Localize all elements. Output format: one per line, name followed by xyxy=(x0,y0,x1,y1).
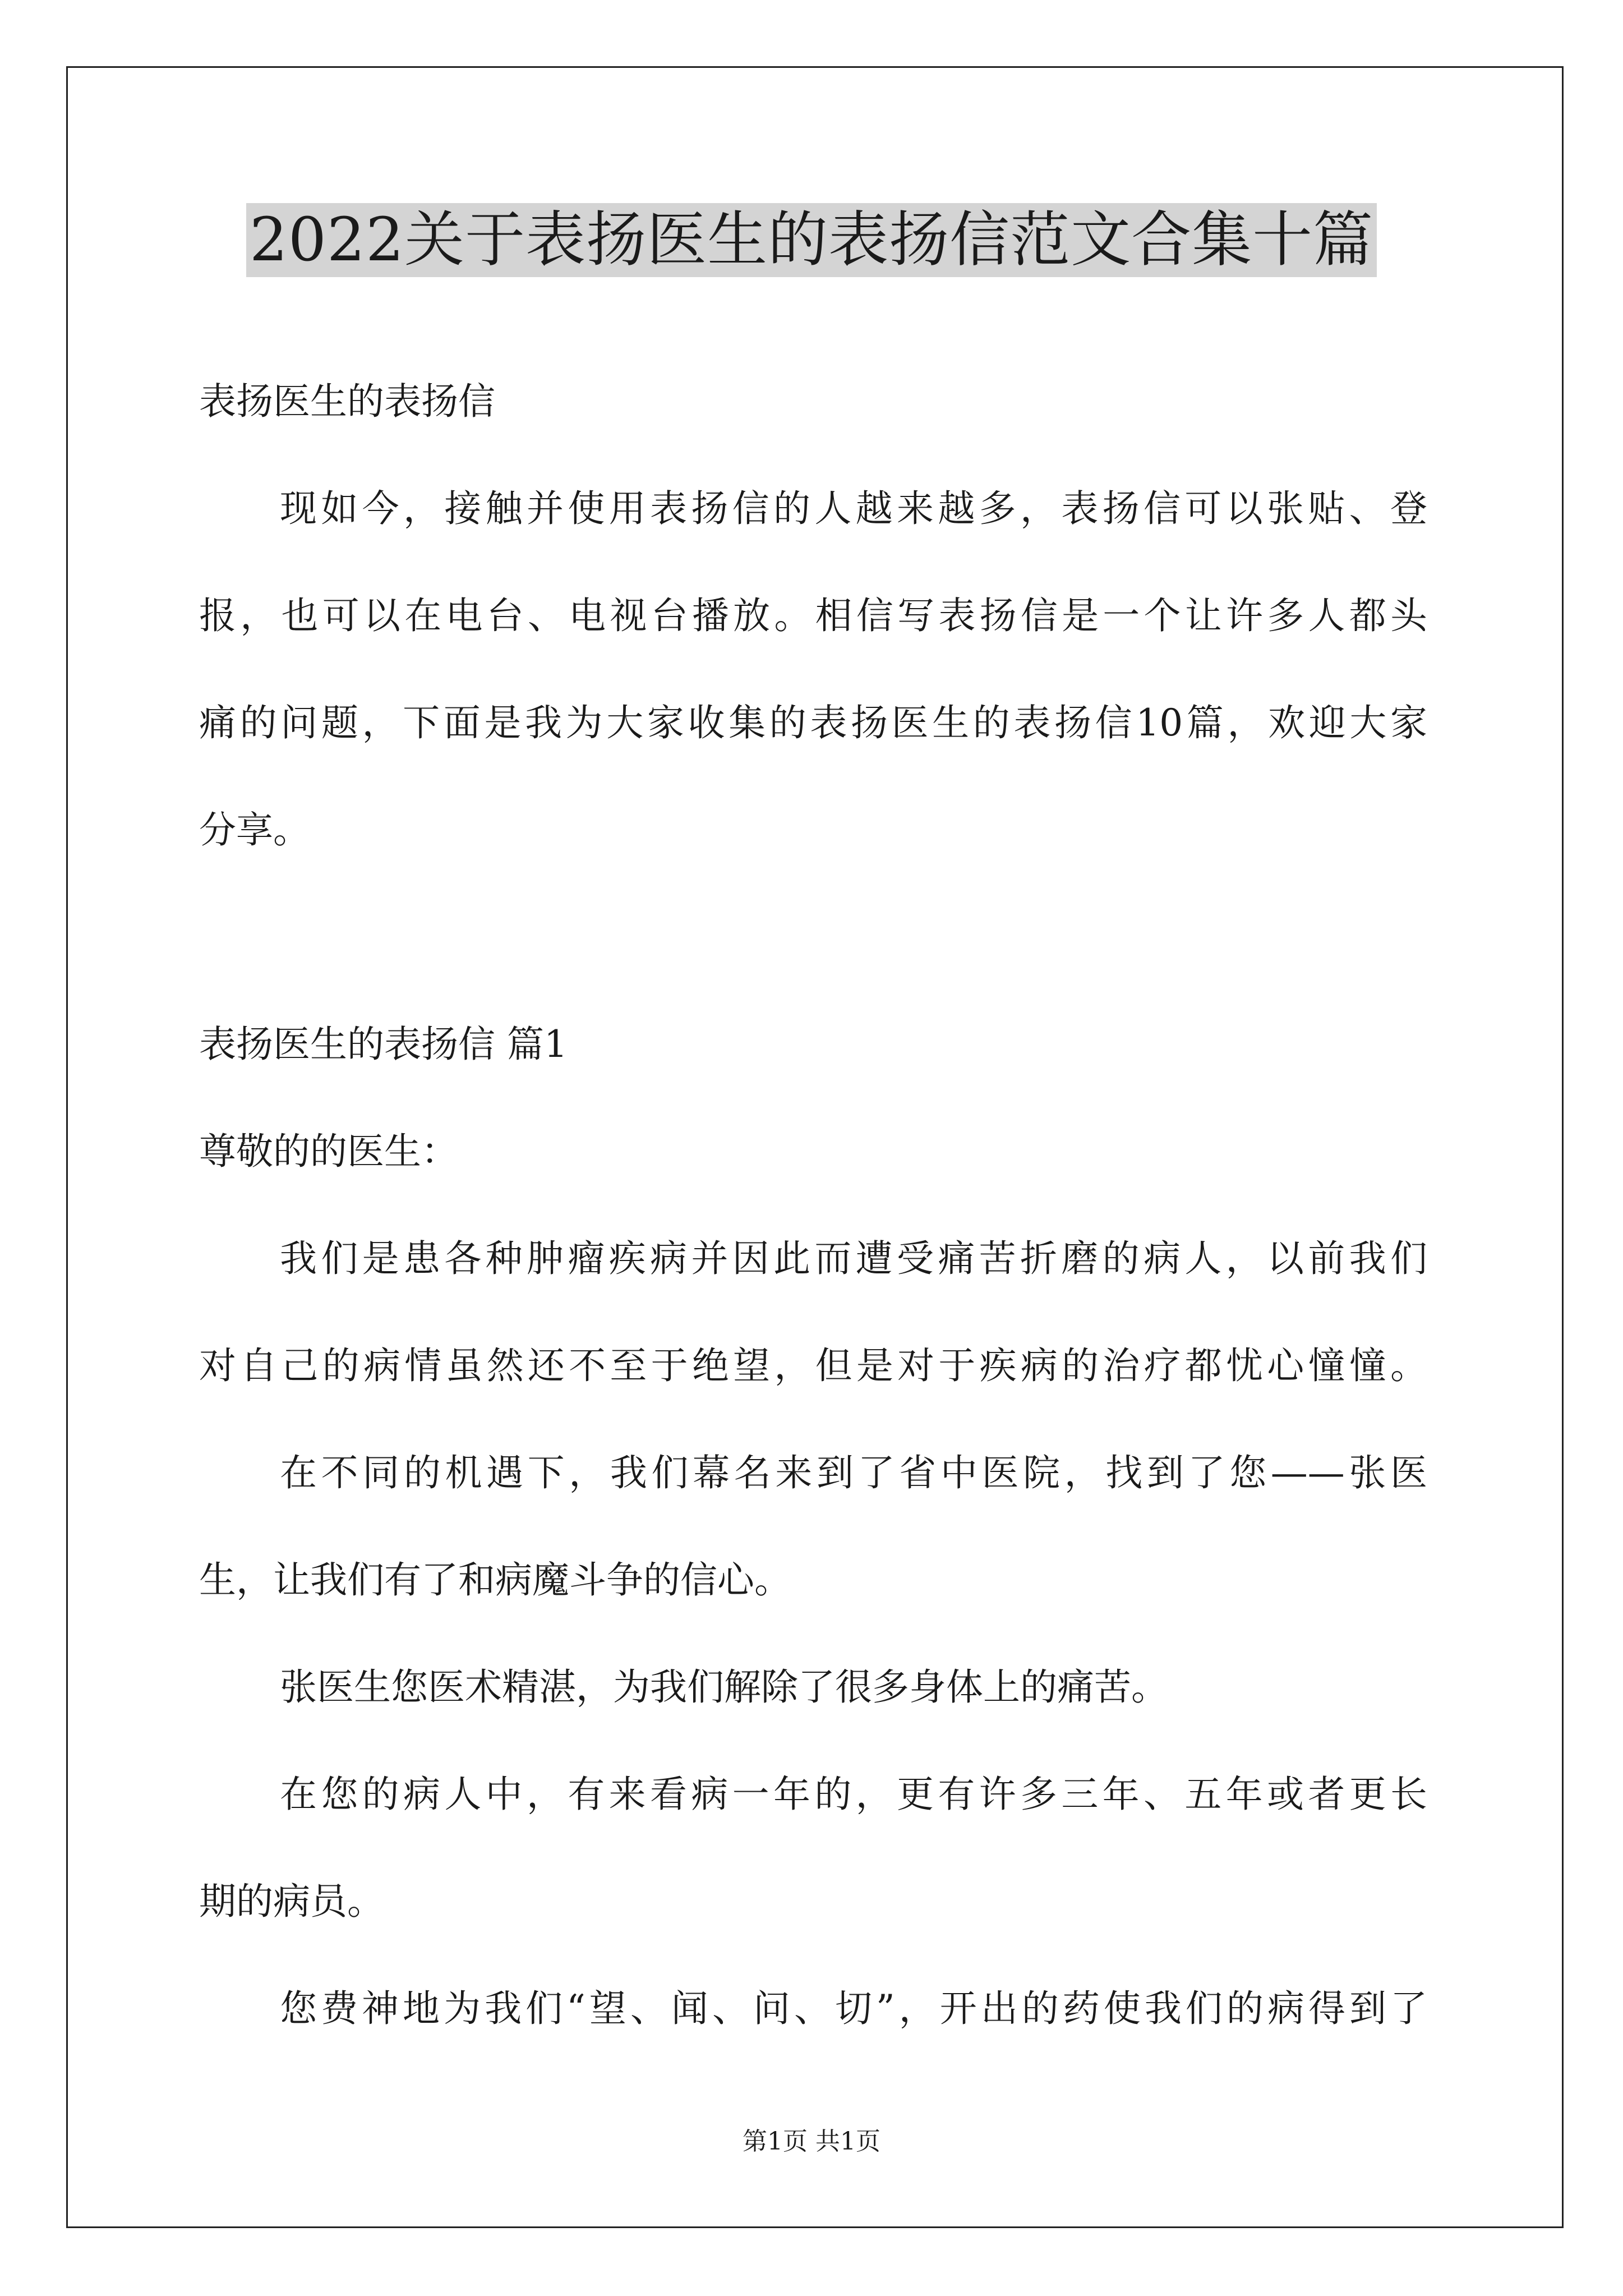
document-title: 2022关于表扬医生的表扬信范文合集十篇 xyxy=(246,203,1377,277)
intro-paragraph-line: 痛的问题，下面是我为大家收集的表扬医生的表扬信10篇，欢迎大家 xyxy=(199,701,1427,744)
section-heading: 表扬医生的表扬信 篇1 xyxy=(199,1023,568,1066)
title-container xyxy=(0,203,1623,277)
letter-line: 对自己的病情虽然还不至于绝望，但是对于疾病的治疗都忧心憧憧。 xyxy=(199,1344,1427,1387)
salutation: 尊敬的的医生： xyxy=(199,1130,458,1173)
page-footer xyxy=(0,2125,1623,2159)
intro-paragraph-line: 分享。 xyxy=(199,808,310,852)
intro-paragraph-line: 现如今，接触并使用表扬信的人越来越多，表扬信可以张贴、登 xyxy=(280,487,1427,530)
letter-line: 在不同的机遇下，我们幕名来到了省中医院，找到了您——张医 xyxy=(280,1451,1427,1494)
document-body xyxy=(199,348,1427,2062)
letter-line: 在您的病人中，有来看病一年的，更有许多三年、五年或者更长 xyxy=(280,1773,1427,1816)
letter-line: 我们是患各种肿瘤疾病并因此而遭受痛苦折磨的病人，以前我们 xyxy=(280,1237,1427,1280)
page-number: 第1页 共1页 xyxy=(743,2127,880,2156)
intro-paragraph-line: 报，也可以在电台、电视台播放。相信写表扬信是一个让许多人都头 xyxy=(199,594,1427,637)
letter-line: 期的病员。 xyxy=(199,1880,384,1923)
intro-heading: 表扬医生的表扬信 xyxy=(199,380,495,423)
letter-line: 生，让我们有了和病魔斗争的信心。 xyxy=(199,1558,791,1602)
letter-line: 张医生您医术精湛，为我们解除了很多身体上的痛苦。 xyxy=(280,1665,1168,1709)
letter-line: 您费神地为我们“望、闻、问、切”，开出的药使我们的病得到了 xyxy=(280,1987,1427,2030)
